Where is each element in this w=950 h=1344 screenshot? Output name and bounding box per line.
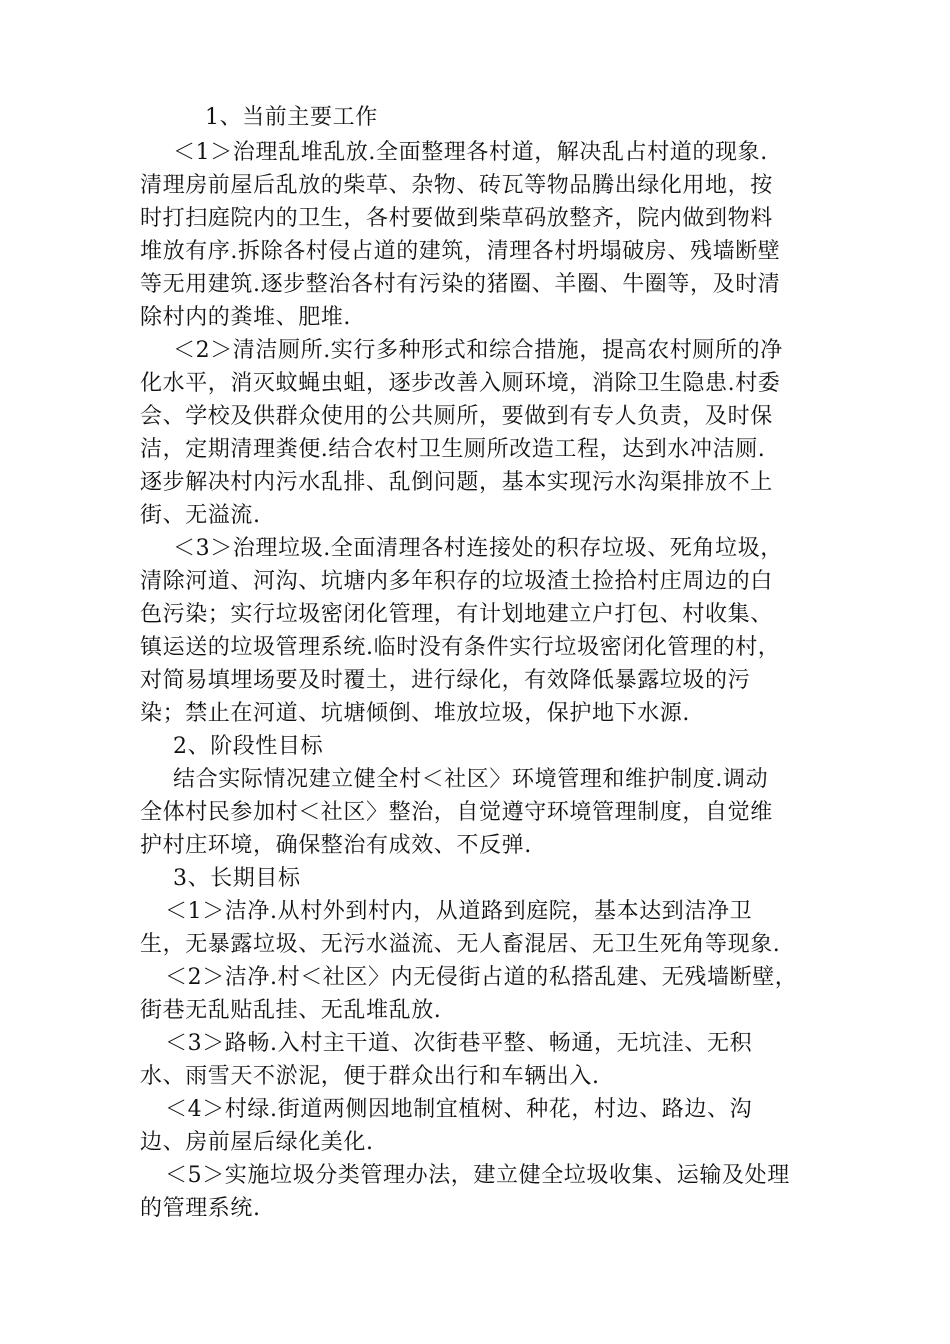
paragraph-line: 全体村民参加村＜社区〉整治，自觉遵守环境管理制度，自觉维 <box>140 800 773 825</box>
section-heading: 3、长期目标 <box>173 866 301 891</box>
paragraph-line: 生，无暴露垃圾、无污水溢流、无人畜混居、无卫生死角等现象. <box>140 932 781 957</box>
paragraph-line: 清除河道、河沟、坑塘内多年积存的垃圾渣土捡拾村庄周边的白 <box>140 569 773 594</box>
paragraph-line: 等无用建筑.逐步整治各村有污染的猪圈、羊圈、牛圈等，及时清 <box>140 272 781 297</box>
paragraph-line: 对简易填埋场要及时覆土，进行绿化，有效降低暴露垃圾的污 <box>140 668 751 693</box>
paragraph-line: 水、雨雪天不淤泥，便于群众出行和车辆出入. <box>140 1064 600 1089</box>
paragraph-line: 街、无溢流. <box>140 503 261 528</box>
paragraph-line: 时打扫庭院内的卫生，各村要做到柴草码放整齐，院内做到物料 <box>140 206 773 231</box>
paragraph-line: 洁，定期清理粪便.结合农村卫生厕所改造工程，达到水冲洁厕. <box>140 437 766 462</box>
paragraph-line: ＜3＞治理垃圾.全面清理各村连接处的积存垃圾、死角垃圾， <box>173 536 783 561</box>
paragraph-line: 色污染；实行垃圾密闭化管理，有计划地建立户打包、村收集、 <box>140 602 773 627</box>
paragraph-line: 堆放有序.拆除各村侵占道的建筑，清理各村坍塌破房、残墙断壁 <box>140 239 781 264</box>
paragraph-line: ＜5＞实施垃圾分类管理办法，建立健全垃圾收集、运输及处理 <box>165 1163 790 1188</box>
paragraph-line: ＜1＞治理乱堆乱放.全面整理各村道，解决乱占村道的现象. <box>173 140 768 165</box>
paragraph-line: ＜2＞清洁厕所.实行多种形式和综合措施，提高农村厕所的净 <box>173 338 783 363</box>
paragraph-line: 逐步解决村内污水乱排、乱倒问题，基本实现污水沟渠排放不上 <box>140 470 773 495</box>
paragraph-line: 化水平，消灭蚊蝇虫蛆，逐步改善入厕环境，消除卫生隐患.村委 <box>140 371 781 396</box>
section-heading: 2、阶段性目标 <box>173 734 324 759</box>
section-heading: 1、当前主要工作 <box>205 105 378 130</box>
paragraph-line: 镇运送的垃圾管理系统.临时没有条件实行垃圾密闭化管理的村， <box>140 635 781 660</box>
paragraph-line: 染；禁止在河道、坑塘倾倒、堆放垃圾，保护地下水源. <box>140 701 690 726</box>
paragraph-line: 清理房前屋后乱放的柴草、杂物、砖瓦等物品腾出绿化用地，按 <box>140 173 773 198</box>
paragraph-line: 结合实际情况建立健全村＜社区〉环境管理和维护制度.调动 <box>173 767 769 792</box>
paragraph-line: ＜4＞村绿.街道两侧因地制宜植树、种花，村边、路边、沟 <box>165 1097 753 1122</box>
paragraph-line: 护村庄环境，确保整治有成效、不反弹. <box>140 833 532 858</box>
paragraph-line: 街巷无乱贴乱挂、无乱堆乱放. <box>140 998 442 1023</box>
paragraph-line: ＜3＞路畅.入村主干道、次街巷平整、畅通，无坑洼、无积 <box>165 1031 753 1056</box>
paragraph-line: ＜1＞洁净.从村外到村内，从道路到庭院，基本达到洁净卫 <box>165 899 753 924</box>
paragraph-line: 边、房前屋后绿化美化. <box>140 1130 374 1155</box>
paragraph-line: ＜2＞洁净.村＜社区〉内无侵街占道的私搭乱建、无残墙断壁， <box>165 965 798 990</box>
paragraph-line: 会、学校及供群众使用的公共厕所，要做到有专人负责，及时保 <box>140 404 773 429</box>
paragraph-line: 除村内的粪堆、肥堆. <box>140 305 351 330</box>
paragraph-line: 的管理系统. <box>140 1196 261 1221</box>
